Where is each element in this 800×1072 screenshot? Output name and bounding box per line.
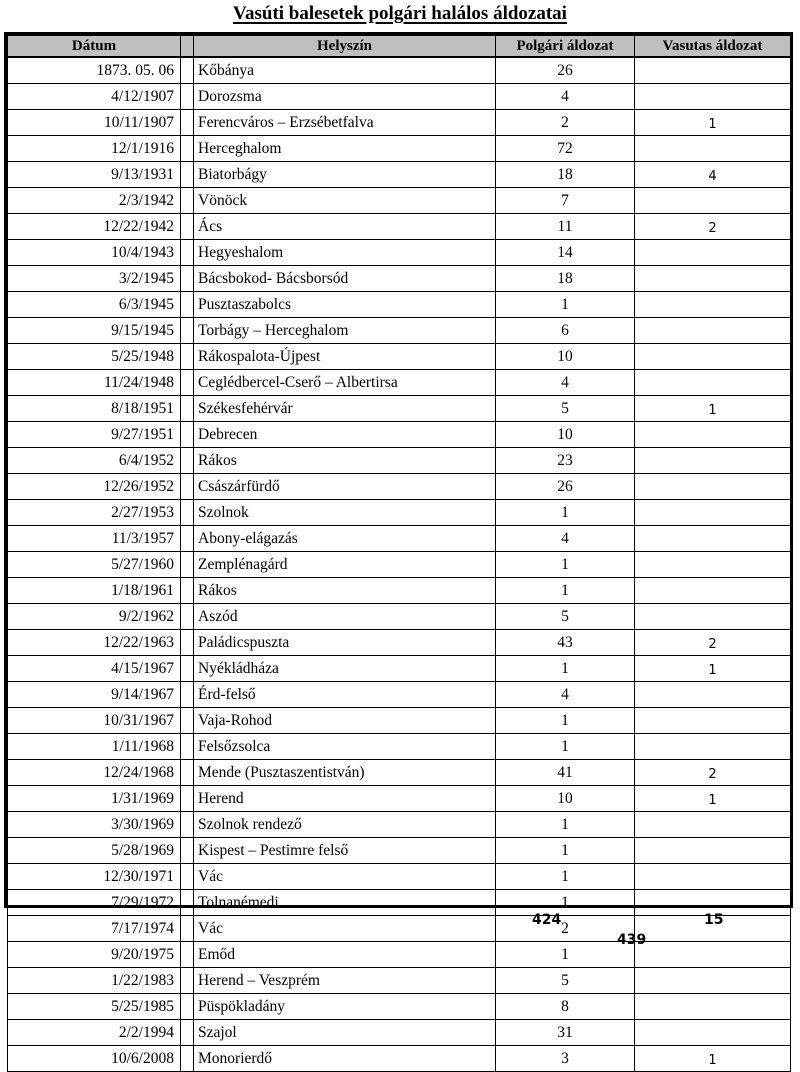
table-row	[8, 526, 791, 552]
cell-date: 1/31/1969	[8, 786, 181, 812]
cell-gap	[181, 162, 194, 188]
cell-railway	[635, 136, 791, 162]
cell-location: Székesfehérvár	[194, 396, 496, 422]
cell-civilian: 4	[496, 370, 635, 396]
cell-location: Vönöck	[194, 188, 496, 214]
cell-date: 2/3/1942	[8, 188, 181, 214]
cell-date: 10/11/1907	[8, 110, 181, 136]
cell-civilian: 72	[496, 136, 635, 162]
cell-civilian: 4	[496, 84, 635, 110]
cell-civilian: 8	[496, 994, 635, 1020]
page-title	[0, 3, 800, 25]
cell-railway	[635, 57, 791, 84]
cell-railway	[635, 266, 791, 292]
cell-railway	[635, 552, 791, 578]
header-date: Dátum	[8, 36, 181, 58]
cell-location: Bácsbokod- Bácsborsód	[194, 266, 496, 292]
cell-gap	[181, 84, 194, 110]
table-row	[8, 552, 791, 578]
cell-gap	[181, 136, 194, 162]
title-text: Vasúti balesetek polgári halálos áldozatai	[233, 3, 567, 24]
cell-civilian: 1	[496, 552, 635, 578]
cell-date: 2/2/1994	[8, 1020, 181, 1046]
cell-civilian: 10	[496, 344, 635, 370]
table-row	[8, 422, 791, 448]
cell-date: 9/13/1931	[8, 162, 181, 188]
cell-date: 12/22/1963	[8, 630, 181, 656]
cell-gap	[181, 708, 194, 734]
cell-date: 1/22/1983	[8, 968, 181, 994]
cell-civilian: 1	[496, 890, 635, 916]
cell-civilian: 1	[496, 864, 635, 890]
cell-civilian: 11	[496, 214, 635, 240]
table-row	[8, 500, 791, 526]
cell-civilian: 41	[496, 760, 635, 786]
cell-date: 5/25/1985	[8, 994, 181, 1020]
cell-gap	[181, 812, 194, 838]
cell-location: Felsőzsolca	[194, 734, 496, 760]
table-row	[8, 994, 791, 1020]
table-row	[8, 474, 791, 500]
cell-railway	[635, 968, 791, 994]
cell-date: 1873. 05. 06	[8, 57, 181, 84]
cell-date: 7/17/1974	[8, 916, 181, 942]
table-row	[8, 864, 791, 890]
table-row	[8, 1046, 791, 1072]
cell-location: Rákos	[194, 578, 496, 604]
cell-location: Pusztaszabolcs	[194, 292, 496, 318]
cell-railway: 2	[635, 630, 791, 656]
table-row	[8, 656, 791, 682]
table-row	[8, 318, 791, 344]
header-gap	[181, 36, 194, 58]
cell-location: Kőbánya	[194, 57, 496, 84]
cell-location: Emőd	[194, 942, 496, 968]
cell-civilian: 1	[496, 942, 635, 968]
cell-civilian: 31	[496, 1020, 635, 1046]
cell-location: Monorierdő	[194, 1046, 496, 1072]
cell-date: 5/28/1969	[8, 838, 181, 864]
cell-civilian: 5	[496, 968, 635, 994]
cell-gap	[181, 1046, 194, 1072]
table-row	[8, 188, 791, 214]
cell-railway	[635, 188, 791, 214]
cell-date: 10/4/1943	[8, 240, 181, 266]
cell-date: 9/15/1945	[8, 318, 181, 344]
cell-civilian: 7	[496, 188, 635, 214]
cell-date: 9/27/1951	[8, 422, 181, 448]
cell-date: 12/26/1952	[8, 474, 181, 500]
cell-date: 12/22/1942	[8, 214, 181, 240]
cell-gap	[181, 292, 194, 318]
cell-civilian: 1	[496, 656, 635, 682]
cell-date: 12/24/1968	[8, 760, 181, 786]
cell-railway	[635, 838, 791, 864]
cell-railway	[635, 1020, 791, 1046]
cell-civilian: 23	[496, 448, 635, 474]
table-row	[8, 604, 791, 630]
cell-railway	[635, 708, 791, 734]
cell-gap	[181, 474, 194, 500]
total-civilian: 424	[532, 912, 562, 928]
cell-gap	[181, 266, 194, 292]
cell-location: Herend – Veszprém	[194, 968, 496, 994]
cell-railway	[635, 500, 791, 526]
table-row	[8, 292, 791, 318]
grand-total: 439	[617, 932, 647, 948]
table-body	[8, 57, 791, 1072]
cell-date: 10/31/1967	[8, 708, 181, 734]
cell-gap	[181, 786, 194, 812]
cell-railway: 2	[635, 760, 791, 786]
table-row	[8, 214, 791, 240]
cell-civilian: 2	[496, 110, 635, 136]
cell-gap	[181, 57, 194, 84]
cell-location: Herend	[194, 786, 496, 812]
cell-location: Biatorbágy	[194, 162, 496, 188]
cell-location: Ceglédbercel-Cserő – Albertirsa	[194, 370, 496, 396]
cell-location: Vác	[194, 916, 496, 942]
cell-location: Aszód	[194, 604, 496, 630]
cell-gap	[181, 942, 194, 968]
table-row	[8, 708, 791, 734]
cell-gap	[181, 838, 194, 864]
cell-gap	[181, 500, 194, 526]
header-civilian: Polgári áldozat	[496, 36, 635, 58]
cell-date: 9/20/1975	[8, 942, 181, 968]
cell-railway	[635, 942, 791, 968]
cell-gap	[181, 188, 194, 214]
cell-location: Szajol	[194, 1020, 496, 1046]
cell-date: 5/27/1960	[8, 552, 181, 578]
cell-civilian: 1	[496, 734, 635, 760]
cell-date: 4/12/1907	[8, 84, 181, 110]
cell-gap	[181, 552, 194, 578]
header-row	[8, 36, 791, 58]
cell-gap	[181, 890, 194, 916]
cell-railway	[635, 734, 791, 760]
cell-railway	[635, 448, 791, 474]
cell-gap	[181, 760, 194, 786]
table-row	[8, 630, 791, 656]
table-row	[8, 942, 791, 968]
cell-civilian: 3	[496, 1046, 635, 1072]
cell-railway	[635, 578, 791, 604]
cell-date: 11/3/1957	[8, 526, 181, 552]
cell-date: 12/30/1971	[8, 864, 181, 890]
cell-date: 9/2/1962	[8, 604, 181, 630]
cell-railway: 2	[635, 214, 791, 240]
cell-railway	[635, 422, 791, 448]
cell-civilian: 1	[496, 578, 635, 604]
cell-gap	[181, 448, 194, 474]
cell-civilian: 1	[496, 708, 635, 734]
table-row	[8, 370, 791, 396]
cell-location: Hegyeshalom	[194, 240, 496, 266]
cell-location: Császárfürdő	[194, 474, 496, 500]
table-row	[8, 240, 791, 266]
cell-location: Paládicspuszta	[194, 630, 496, 656]
cell-railway	[635, 864, 791, 890]
cell-date: 9/14/1967	[8, 682, 181, 708]
cell-location: Torbágy – Herceghalom	[194, 318, 496, 344]
cell-location: Szolnok	[194, 500, 496, 526]
cell-railway	[635, 370, 791, 396]
cell-railway: 1	[635, 656, 791, 682]
cell-date: 6/3/1945	[8, 292, 181, 318]
table-row	[8, 110, 791, 136]
cell-gap	[181, 682, 194, 708]
table-row	[8, 812, 791, 838]
cell-location: Rákos	[194, 448, 496, 474]
cell-date: 10/6/2008	[8, 1046, 181, 1072]
table-row	[8, 890, 791, 916]
cell-civilian: 18	[496, 266, 635, 292]
cell-gap	[181, 656, 194, 682]
cell-gap	[181, 396, 194, 422]
table-row	[8, 838, 791, 864]
cell-civilian: 14	[496, 240, 635, 266]
cell-gap	[181, 318, 194, 344]
cell-date: 6/4/1952	[8, 448, 181, 474]
cell-date: 1/11/1968	[8, 734, 181, 760]
cell-gap	[181, 578, 194, 604]
cell-gap	[181, 630, 194, 656]
cell-date: 1/18/1961	[8, 578, 181, 604]
cell-gap	[181, 240, 194, 266]
header-location: Helyszín	[194, 36, 496, 58]
cell-date: 7/29/1972	[8, 890, 181, 916]
cell-date: 11/24/1948	[8, 370, 181, 396]
table-row	[8, 57, 791, 84]
cell-gap	[181, 994, 194, 1020]
cell-location: Herceghalom	[194, 136, 496, 162]
cell-civilian: 5	[496, 396, 635, 422]
cell-location: Mende (Pusztaszentistván)	[194, 760, 496, 786]
cell-railway	[635, 604, 791, 630]
cell-civilian: 4	[496, 682, 635, 708]
cell-railway: 1	[635, 1046, 791, 1072]
cell-civilian: 26	[496, 57, 635, 84]
cell-gap	[181, 526, 194, 552]
cell-civilian: 18	[496, 162, 635, 188]
cell-railway	[635, 682, 791, 708]
cell-railway	[635, 240, 791, 266]
cell-gap	[181, 864, 194, 890]
cell-gap	[181, 214, 194, 240]
cell-railway	[635, 84, 791, 110]
cell-gap	[181, 916, 194, 942]
cell-date: 2/27/1953	[8, 500, 181, 526]
cell-civilian: 4	[496, 526, 635, 552]
cell-location: Ács	[194, 214, 496, 240]
cell-location: Püspökladány	[194, 994, 496, 1020]
cell-location: Debrecen	[194, 422, 496, 448]
cell-date: 3/30/1969	[8, 812, 181, 838]
table-row	[8, 968, 791, 994]
cell-location: Vaja-Rohod	[194, 708, 496, 734]
cell-location: Tolnanémedi	[194, 890, 496, 916]
cell-location: Érd-felső	[194, 682, 496, 708]
cell-location: Zemplénagárd	[194, 552, 496, 578]
cell-gap	[181, 422, 194, 448]
cell-gap	[181, 968, 194, 994]
cell-location: Vác	[194, 864, 496, 890]
cell-location: Kispest – Pestimre felső	[194, 838, 496, 864]
table-row	[8, 162, 791, 188]
cell-railway	[635, 292, 791, 318]
cell-railway: 1	[635, 786, 791, 812]
cell-location: Ferencváros – Erzsébetfalva	[194, 110, 496, 136]
cell-railway	[635, 526, 791, 552]
cell-civilian: 6	[496, 318, 635, 344]
cell-civilian: 1	[496, 292, 635, 318]
table-row	[8, 682, 791, 708]
table-row	[8, 84, 791, 110]
cell-gap	[181, 110, 194, 136]
table-row	[8, 344, 791, 370]
cell-civilian: 1	[496, 838, 635, 864]
table-row	[8, 916, 791, 942]
cell-railway	[635, 344, 791, 370]
cell-date: 12/1/1916	[8, 136, 181, 162]
cell-civilian: 43	[496, 630, 635, 656]
cell-civilian: 26	[496, 474, 635, 500]
cell-gap	[181, 344, 194, 370]
cell-railway: 1	[635, 110, 791, 136]
table-row	[8, 396, 791, 422]
cell-gap	[181, 370, 194, 396]
cell-railway	[635, 994, 791, 1020]
cell-location: Szolnok rendező	[194, 812, 496, 838]
total-railway: 15	[704, 912, 724, 928]
cell-railway: 4	[635, 162, 791, 188]
cell-date: 4/15/1967	[8, 656, 181, 682]
cell-location: Rákospalota-Újpest	[194, 344, 496, 370]
cell-railway: 1	[635, 396, 791, 422]
table-row	[8, 578, 791, 604]
cell-railway	[635, 474, 791, 500]
table-row	[8, 786, 791, 812]
cell-location: Dorozsma	[194, 84, 496, 110]
table-row	[8, 734, 791, 760]
cell-civilian: 1	[496, 500, 635, 526]
table-row	[8, 448, 791, 474]
table-row	[8, 136, 791, 162]
cell-gap	[181, 734, 194, 760]
table-row	[8, 266, 791, 292]
cell-gap	[181, 1020, 194, 1046]
cell-railway	[635, 318, 791, 344]
cell-civilian: 2	[496, 916, 635, 942]
cell-date: 5/25/1948	[8, 344, 181, 370]
table-row	[8, 1020, 791, 1046]
cell-civilian: 10	[496, 422, 635, 448]
header-railway: Vasutas áldozat	[635, 36, 791, 58]
cell-gap	[181, 604, 194, 630]
table-row	[8, 760, 791, 786]
cell-civilian: 5	[496, 604, 635, 630]
cell-civilian: 1	[496, 812, 635, 838]
cell-date: 3/2/1945	[8, 266, 181, 292]
cell-railway	[635, 812, 791, 838]
cell-civilian: 10	[496, 786, 635, 812]
cell-location: Nyékládháza	[194, 656, 496, 682]
cell-date: 8/18/1951	[8, 396, 181, 422]
cell-location: Abony-elágazás	[194, 526, 496, 552]
